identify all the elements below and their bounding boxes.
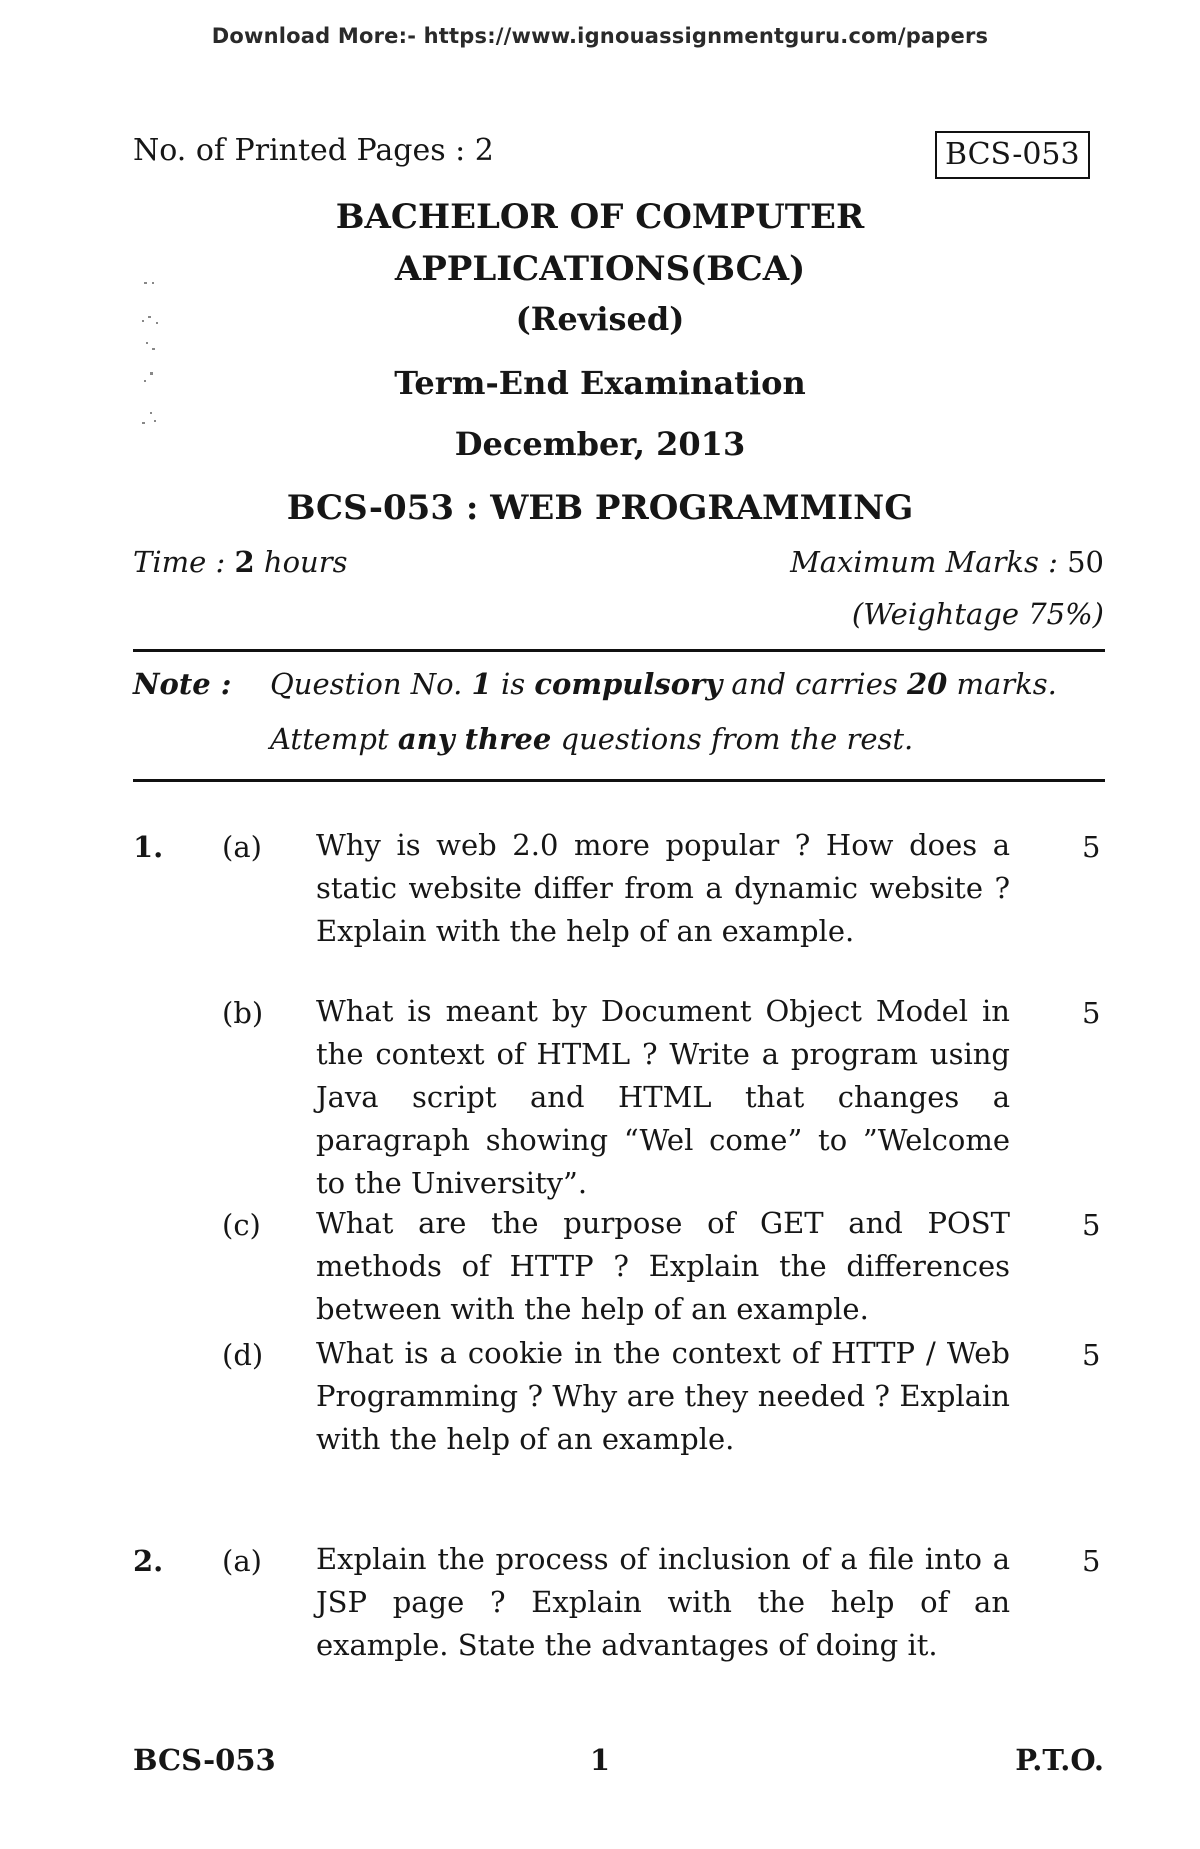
question-text: Why is web 2.0 more popular ? How does a static website differ from a dynamic website ? Explain with the help of an example.	[316, 828, 1010, 948]
question-marks: 5	[1082, 830, 1101, 864]
weightage: (Weightage 75%)	[851, 597, 1104, 631]
question-text: What is a cookie in the context of HTTP / Web Programming ? Why are they needed ? Explain with the help of an example.	[316, 1336, 1010, 1456]
question-text: What is meant by Document Object Model in the context of HTML ? Write a program using Java script and HTML that changes a paragraph showing “Wel come” to ”Welcome to the University”.	[316, 994, 1010, 1200]
question-number: 2.	[133, 1544, 164, 1578]
question-text: What are the purpose of GET and POST methods of HTTP ? Explain the differences between with the help of an example.	[316, 1206, 1010, 1326]
course-code-box: BCS-053	[935, 131, 1090, 179]
course-title: BCS-053 : WEB PROGRAMMING	[286, 488, 914, 528]
question-marks: 5	[1082, 1544, 1101, 1578]
degree-title-line2: APPLICATIONS(BCA)	[394, 249, 806, 289]
question-marks: 5	[1082, 996, 1101, 1030]
question-part-label: (b)	[222, 996, 264, 1030]
time-allowed: Time : 2 hours	[133, 545, 348, 579]
exam-date: December, 2013	[454, 425, 746, 463]
question-part-label: (a)	[222, 830, 262, 864]
divider-bottom	[133, 779, 1105, 782]
divider-top	[133, 649, 1105, 652]
note-line-1: Question No. 1 is compulsory and carries 20 marks.	[270, 667, 1057, 701]
question-marks: 5	[1082, 1338, 1101, 1372]
question-number: 1.	[133, 830, 164, 864]
degree-title-line1: BACHELOR OF COMPUTER	[335, 197, 865, 237]
page-number: 1	[589, 1743, 611, 1777]
download-banner[interactable]: Download More:- https://www.ignouassignmentguru.com/papers	[211, 24, 989, 48]
please-turn-over: P.T.O.	[1015, 1743, 1104, 1777]
question-text: Explain the process of inclusion of a file into a JSP page ? Explain with the help of an example. State the advantages of doing it.	[316, 1542, 1010, 1662]
question-part-label: (a)	[222, 1544, 262, 1578]
printed-pages-count: No. of Printed Pages : 2	[133, 133, 494, 168]
exam-type: Term-End Examination	[394, 364, 806, 402]
note-line-2: Attempt any three questions from the rest.	[270, 722, 914, 756]
note-label: Note :	[133, 667, 232, 701]
scan-specks-decoration	[138, 272, 178, 432]
maximum-marks: Maximum Marks : 50	[790, 545, 1104, 579]
question-marks: 5	[1082, 1208, 1101, 1242]
footer-course-code: BCS-053	[133, 1743, 276, 1777]
question-part-label: (d)	[222, 1338, 264, 1372]
question-part-label: (c)	[222, 1208, 261, 1242]
revised-label: (Revised)	[515, 300, 685, 338]
